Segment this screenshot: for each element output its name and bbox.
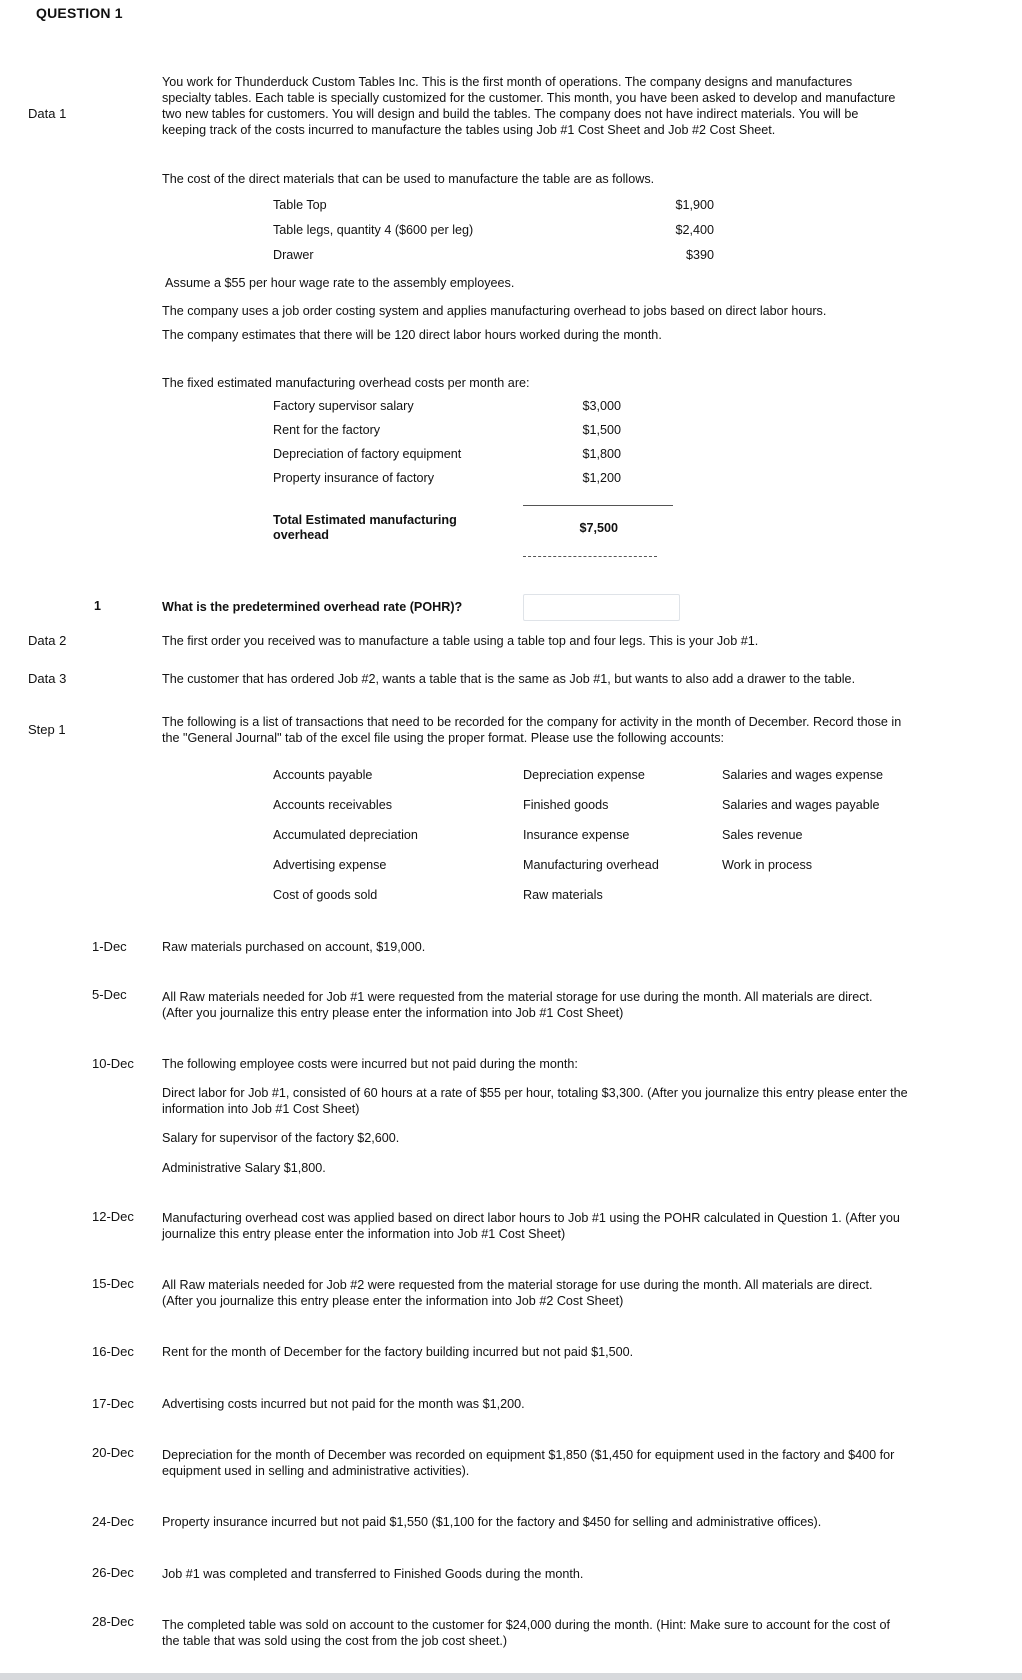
data2-text: The first order you received was to manufacture a table using a table top and four legs. This is your Job #1.: [162, 634, 759, 648]
transaction-date: 5-Dec: [92, 987, 127, 1002]
wage-text: Assume a $55 per hour wage rate to the assembly employees.: [165, 276, 515, 290]
transaction-date: 10-Dec: [92, 1056, 134, 1071]
material-name: Drawer: [273, 248, 314, 262]
account-name: Depreciation expense: [523, 768, 645, 782]
transaction-text: Property insurance incurred but not paid $1,550 ($1,100 for the factory and $450 for selling and administrative offices).: [162, 1515, 822, 1529]
overhead-total-amount: $7,500: [579, 521, 618, 535]
account-name: Work in process: [722, 858, 813, 872]
transaction-date: 15-Dec: [92, 1276, 134, 1291]
transaction-text: Depreciation for the month of December was recorded on equipment $1,850 ($1,450 for equipment used in the factory and $400 for equipment used in selling and administrative activities).: [162, 1448, 895, 1478]
intro-paragraph: You work for Thunderduck Custom Tables Inc. This is the first month of operations. The company designs and manufactures specialty tables. Each table is specially customized for the customer. This month, you have been asked to develop and manufacture two new tables for customers. You will design and build the tables. The company does not have indirect materials. You will be keeping track of the costs incurred to manufacture the tables using Job #1 Cost Sheet and Job #2 Cost Sheet.: [162, 75, 896, 137]
transaction-date: 17-Dec: [92, 1396, 134, 1411]
transaction-text: Raw materials purchased on account, $19,000.: [162, 940, 426, 954]
transaction-date: 24-Dec: [92, 1514, 134, 1529]
transaction-date: 28-Dec: [92, 1614, 134, 1629]
overhead-name: Rent for the factory: [273, 423, 381, 437]
pohr-answer-input[interactable]: [523, 594, 680, 621]
account-name: Advertising expense: [273, 858, 387, 872]
step1-text: The following is a list of transactions that need to be recorded for the company for activity in the month of December. Record those in the "General Journal" tab of the excel file using the proper format. Please use the following accounts:: [162, 715, 902, 745]
account-name: Finished goods: [523, 798, 609, 812]
overhead-total-label: Total Estimated manufacturing overhead: [273, 513, 457, 542]
material-amount: $390: [685, 248, 714, 262]
transaction-date: 20-Dec: [92, 1445, 134, 1460]
overhead-name: Property insurance of factory: [273, 471, 434, 485]
overhead-amount: $1,200: [582, 471, 621, 485]
label-step-1: Step 1: [28, 722, 66, 737]
overhead-amount: $1,500: [582, 423, 621, 437]
total-divider: [523, 505, 673, 506]
material-name: Table legs, quantity 4 ($600 per leg): [273, 223, 474, 237]
transaction-text: Advertising costs incurred but not paid for the month was $1,200.: [162, 1397, 525, 1411]
transaction-text: All Raw materials needed for Job #1 were requested from the material storage for use during the month. All materials are direct. (After you journalize this entry please enter the information into Job #1 Cost Sheet): [162, 990, 873, 1020]
transaction-text: Direct labor for Job #1, consisted of 60 hours at a rate of $55 per hour, totaling $3,300. (After you journalize this entry please enter the information into Job #1 Cost Sheet): [162, 1086, 908, 1116]
transaction-text: Salary for supervisor of the factory $2,600.: [162, 1131, 400, 1145]
account-name: Salaries and wages payable: [722, 798, 880, 812]
page-bottom-scrollbar[interactable]: [0, 1673, 1022, 1680]
label-data-3: Data 3: [28, 671, 67, 686]
overhead-amount: $3,000: [582, 399, 621, 413]
overhead-name: Depreciation of factory equipment: [273, 447, 462, 461]
account-name: Sales revenue: [722, 828, 803, 842]
material-amount: $2,400: [675, 223, 714, 237]
account-name: Manufacturing overhead: [523, 858, 659, 872]
transaction-date: 1-Dec: [92, 939, 127, 954]
transaction-text: All Raw materials needed for Job #2 were requested from the material storage for use during the month. All materials are direct. (After you journalize this entry please enter the information into Job #2 Cost Sheet): [162, 1278, 873, 1308]
materials-heading: The cost of the direct materials that can be used to manufacture the table are as follows.: [162, 172, 655, 186]
transaction-date: 16-Dec: [92, 1344, 134, 1359]
transaction-text: The following employee costs were incurred but not paid during the month:: [162, 1057, 578, 1071]
transaction-text: Manufacturing overhead cost was applied based on direct labor hours to Job #1 using the POHR calculated in Question 1. (After you journalize this entry please enter the information into Job #1 Cost Sheet): [162, 1211, 900, 1241]
account-name: Insurance expense: [523, 828, 630, 842]
account-name: Salaries and wages expense: [722, 768, 884, 782]
account-name: Accumulated depreciation: [273, 828, 418, 842]
transaction-text: Job #1 was completed and transferred to Finished Goods during the month.: [162, 1567, 584, 1581]
material-name: Table Top: [273, 198, 327, 212]
transaction-date: 12-Dec: [92, 1209, 134, 1224]
transaction-text: The completed table was sold on account to the customer for $24,000 during the month. (Hint: Make sure to account for the cost of the table that was sold using the cost from the job cost sheet.): [162, 1618, 891, 1648]
account-name: Raw materials: [523, 888, 603, 902]
overhead-amount: $1,800: [582, 447, 621, 461]
label-data-2: Data 2: [28, 633, 67, 648]
account-name: Accounts receivables: [273, 798, 393, 812]
question-text: What is the predetermined overhead rate (POHR)?: [162, 600, 463, 614]
account-name: Accounts payable: [273, 768, 373, 782]
total-underline: [523, 556, 657, 557]
question-title: QUESTION 1: [36, 5, 123, 21]
material-amount: $1,900: [675, 198, 714, 212]
hours-text: The company estimates that there will be 120 direct labor hours worked during the month.: [162, 328, 662, 342]
question-number: 1: [94, 599, 101, 613]
transaction-text: Rent for the month of December for the factory building incurred but not paid $1,500.: [162, 1345, 634, 1359]
data3-text: The customer that has ordered Job #2, wants a table that is the same as Job #1, but wants to also add a drawer to the table.: [162, 672, 856, 686]
overhead-heading: The fixed estimated manufacturing overhead costs per month are:: [162, 376, 530, 390]
account-name: Cost of goods sold: [273, 888, 378, 902]
overhead-name: Factory supervisor salary: [273, 399, 414, 413]
costing-text: The company uses a job order costing system and applies manufacturing overhead to jobs based on direct labor hours.: [162, 304, 827, 318]
transaction-text: Administrative Salary $1,800.: [162, 1161, 326, 1175]
transaction-date: 26-Dec: [92, 1565, 134, 1580]
label-data-1: Data 1: [28, 106, 67, 121]
